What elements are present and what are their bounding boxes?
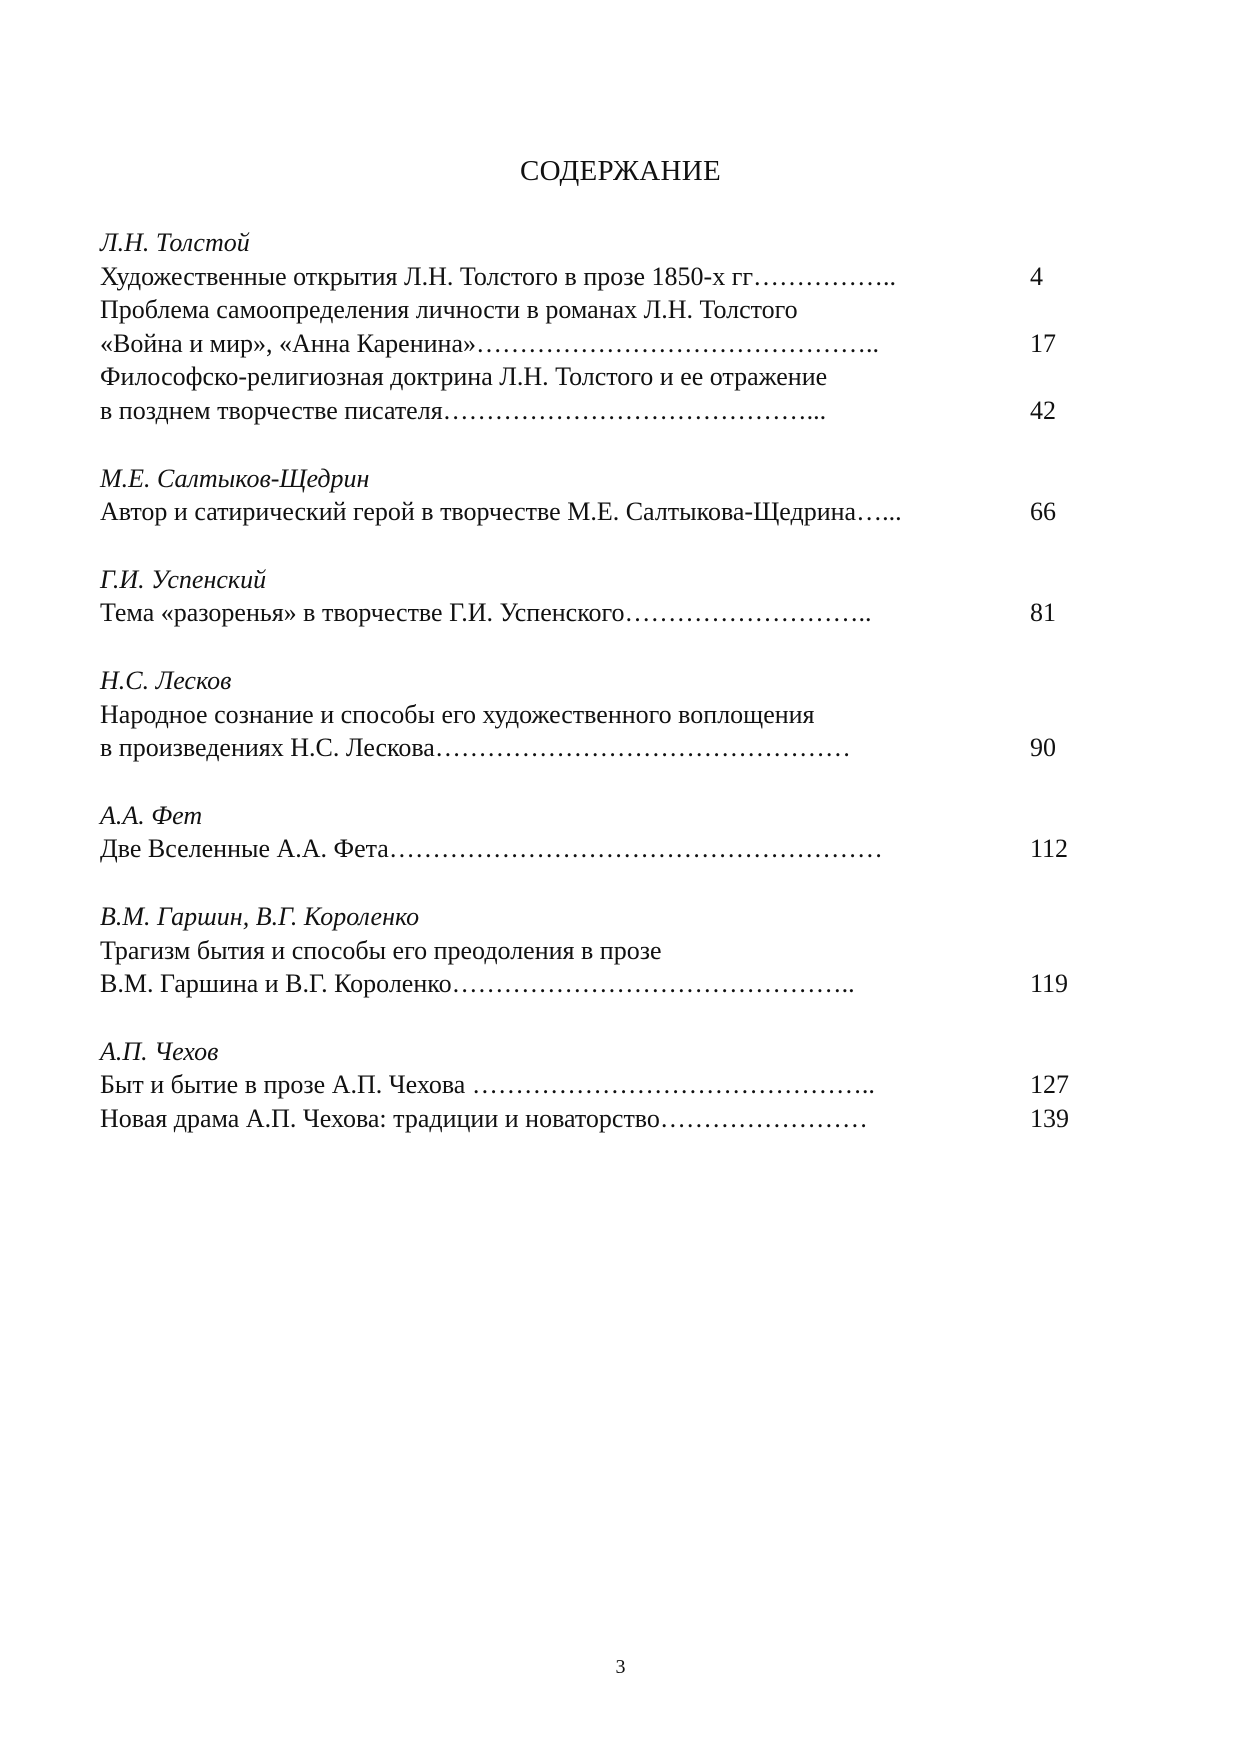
toc-entry [100,1068,1080,1102]
entry-title-text: Трагизм бытия и способы его преодоления в прозе [100,935,662,965]
section-author: Н.С. Лесков [100,665,232,695]
entry-page-spacer [1006,360,1080,394]
toc-section [100,462,1080,529]
section-author: М.Е. Салтыков-Щедрин [100,463,370,493]
toc-entry-line [100,832,1080,866]
entry-title-text: Философско-религиозная доктрина Л.Н. Толстого и ее отражение [100,362,828,392]
entry-page-number: 4 [1030,261,1043,291]
entry-title-text: В.М. Гаршина и В.Г. Короленко……………………………………….. [100,969,855,999]
entry-title-text: «Война и мир», «Анна Каренина»……………………………………….. [100,328,879,358]
entry-title-text: Две Вселенные А.А. Фета………………………………………………… [100,834,883,864]
toc-entry [100,293,1080,360]
entry-title-text: в произведениях Н.С. Лескова………………………………………… [100,733,851,763]
page-number: 3 [615,1656,626,1678]
toc-entry-line [100,394,1080,428]
entry-title-text: в позднем творчестве писателя……………………………………... [100,395,827,425]
entry-title-text: Автор и сатирический герой в творчестве М.Е. Салтыкова-Щедрина…... [100,497,902,527]
entry-page-number: 17 [1030,328,1056,358]
toc-section [100,1035,1080,1136]
toc-section [100,563,1080,630]
table-of-contents [100,226,1080,1169]
toc-entry-line [100,327,1080,361]
entry-page-spacer [1006,698,1080,732]
entry-page-number: 81 [1030,598,1056,628]
toc-entry-line [100,698,1080,732]
toc-entry-line [100,731,1080,765]
toc-entry-line [100,1102,1080,1136]
toc-entry [100,832,1080,866]
toc-entry-line [100,360,1080,394]
toc-entry-line [100,495,1080,529]
entry-title-text: Новая драма А.П. Чехова: традиции и новаторство…………………… [100,1103,868,1133]
section-author: А.П. Чехов [100,1036,219,1066]
section-author: Л.Н. Толстой [100,228,250,257]
section-author: Г.И. Успенский [100,564,267,594]
entry-title-text: Тема «разоренья» в творчестве Г.И. Успенского……………………….. [100,598,872,628]
toc-entry-line [100,260,1080,294]
toc-entry [100,260,1080,294]
toc-entry-line [100,967,1080,1001]
toc-section [100,900,1080,1001]
entry-page-number: 127 [1030,1070,1069,1100]
toc-entry [100,934,1080,1001]
entry-title-text: Проблема самоопределения личности в романах Л.Н. Толстого [100,295,798,325]
section-author: В.М. Гаршин, В.Г. Короленко [100,901,420,931]
toc-entry-line [100,596,1080,630]
entry-page-number: 112 [1030,834,1069,864]
toc-section [100,799,1080,866]
entry-page-number: 42 [1030,395,1056,425]
entry-title-text: Быт и бытие в прозе А.П. Чехова ……………………………………….. [100,1070,875,1100]
page-title: СОДЕРЖАНИЕ [520,155,721,187]
toc-entry [100,1102,1080,1136]
entry-page-spacer [1006,293,1080,327]
toc-entry [100,495,1080,529]
entry-page-number: 90 [1030,733,1056,763]
entry-page-number: 119 [1030,969,1069,999]
entry-page-number: 139 [1030,1103,1069,1133]
entry-page-spacer [1006,934,1080,968]
toc-entry [100,596,1080,630]
entry-page-number: 66 [1030,497,1056,527]
entry-title-text: Художественные открытия Л.Н. Толстого в прозе 1850-х гг…………….. [100,261,897,291]
toc-section [100,226,1080,428]
toc-entry [100,698,1080,765]
entry-title-text: Народное сознание и способы его художественного воплощения [100,699,815,729]
section-author: А.А. Фет [100,800,203,830]
toc-section [100,664,1080,765]
toc-entry-line [100,1068,1080,1102]
toc-entry [100,360,1080,427]
toc-entry-line [100,934,1080,968]
toc-entry-line [100,293,1080,327]
